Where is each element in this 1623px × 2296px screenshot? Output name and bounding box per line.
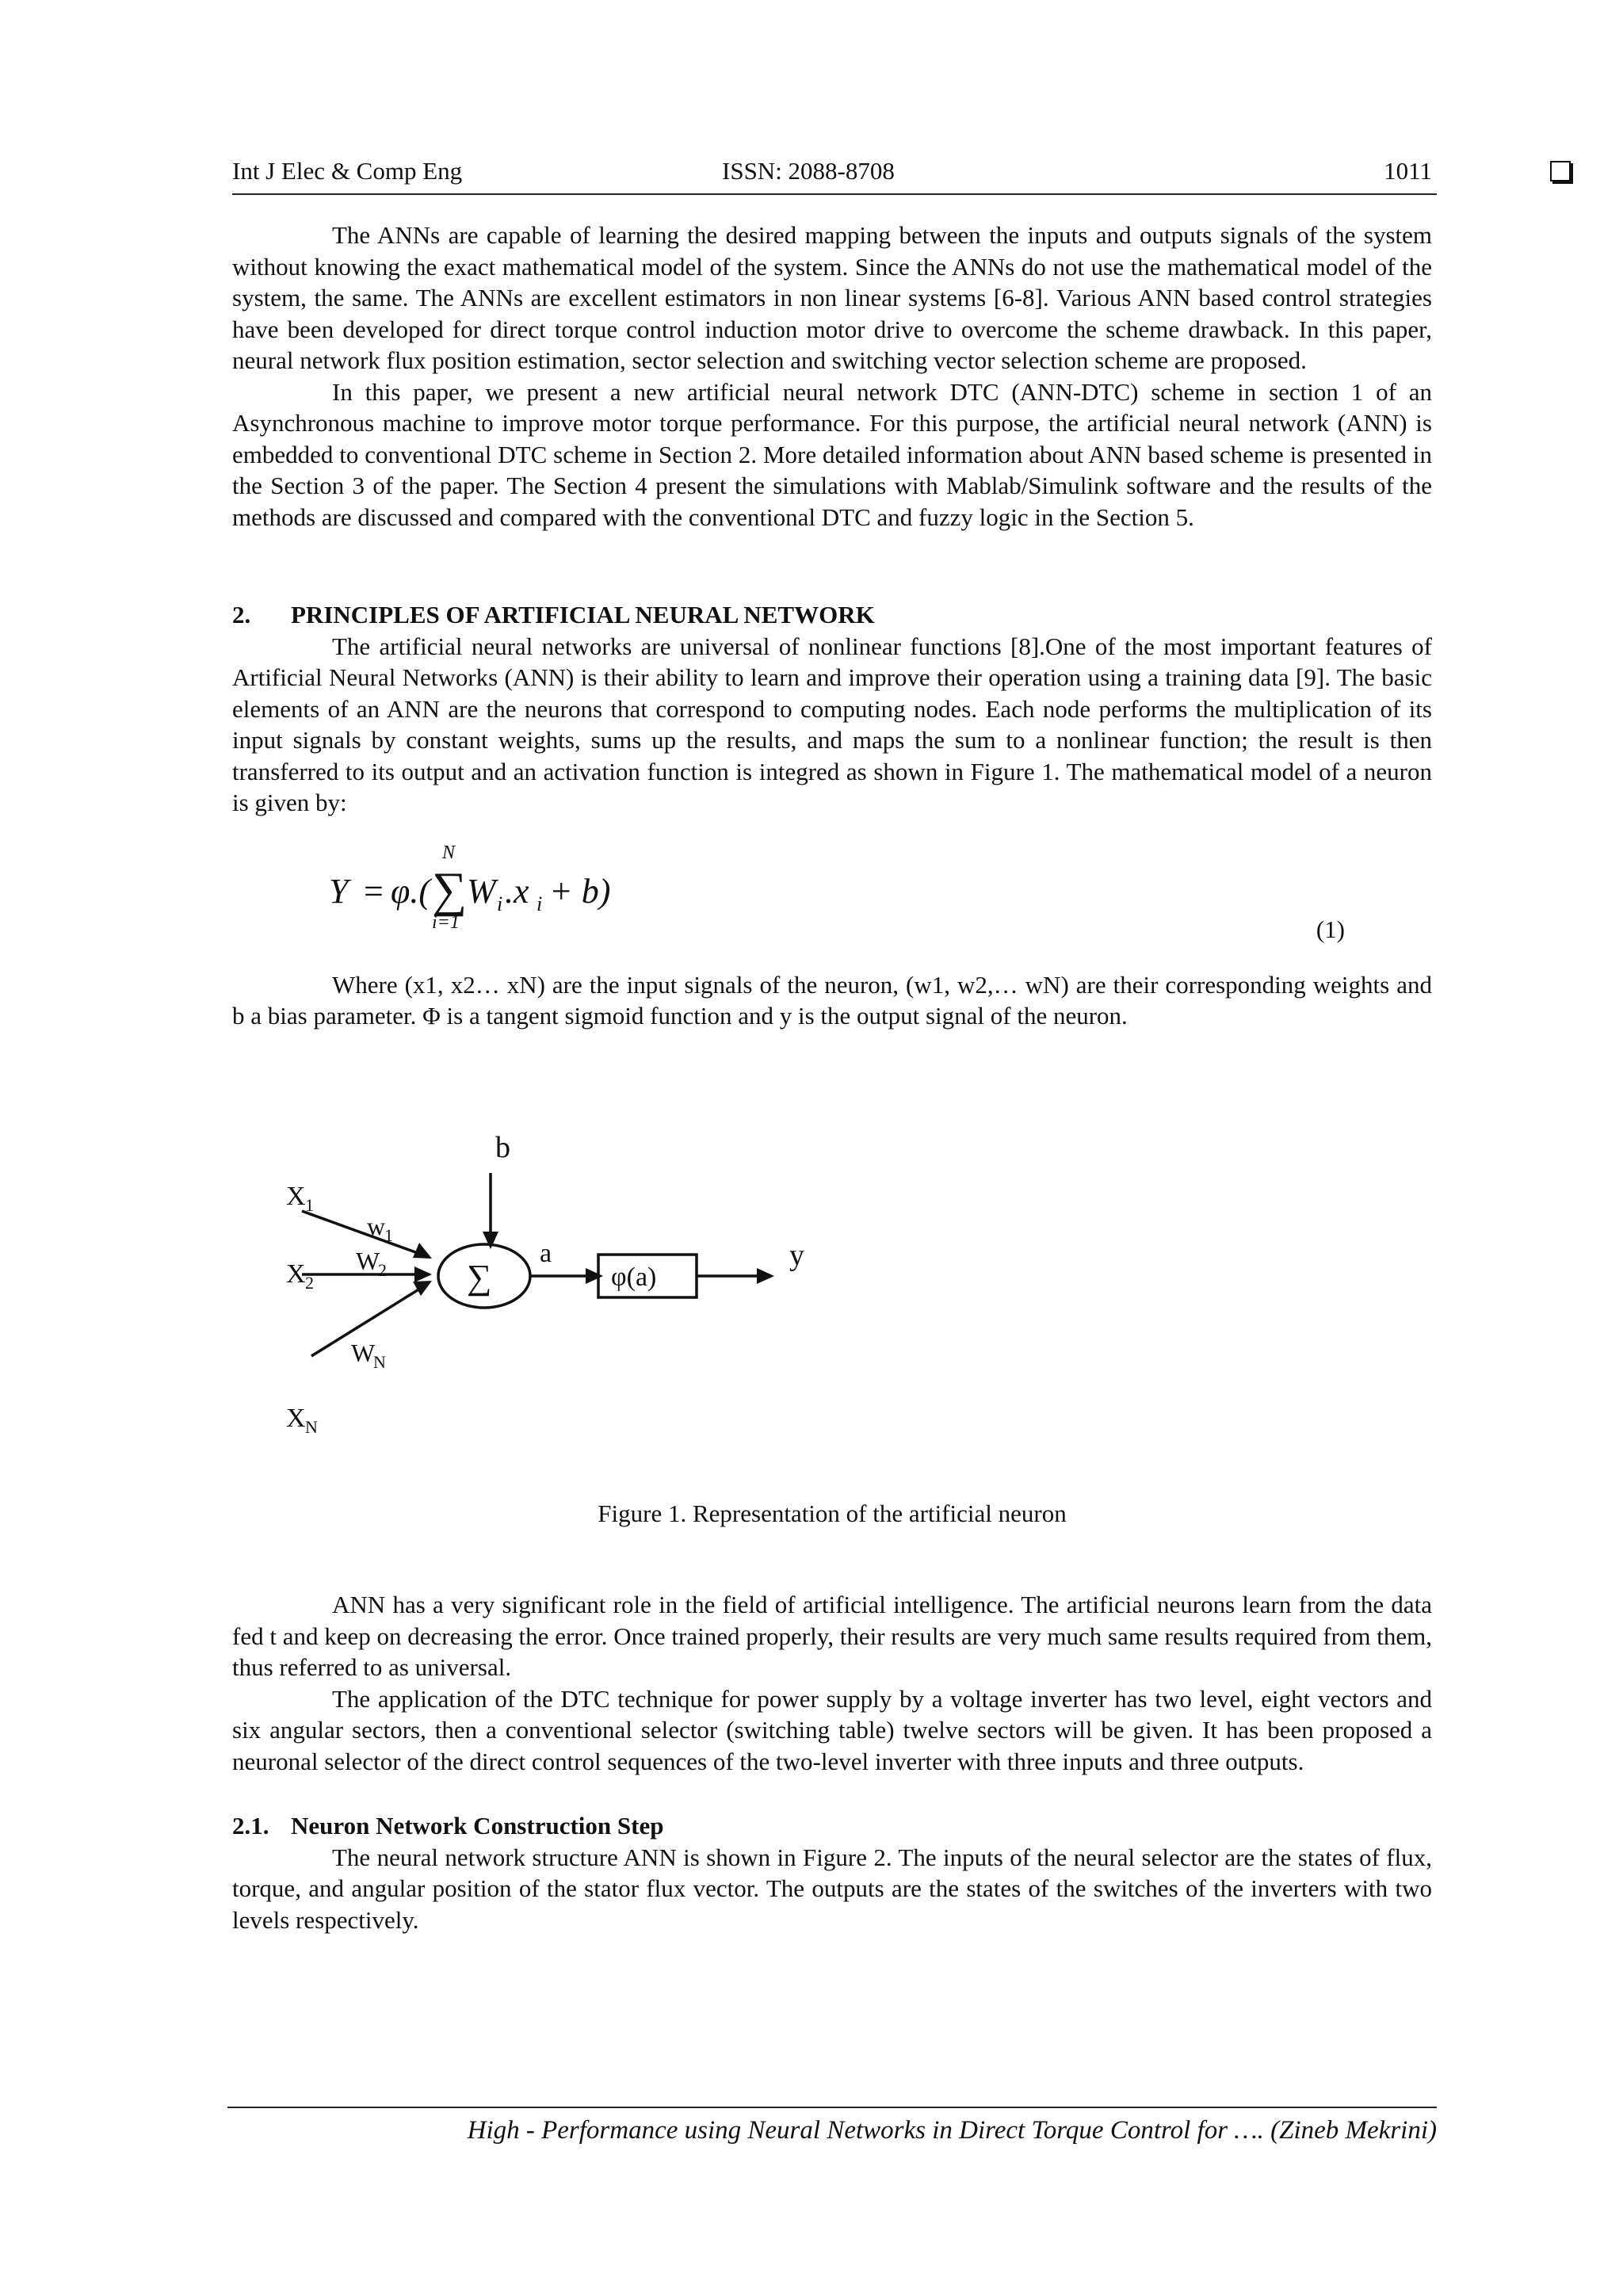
equation-number: (1) (1316, 915, 1345, 943)
label-w1: w (367, 1211, 386, 1240)
page-number: 1011 (1384, 157, 1432, 185)
square-bullet-icon (1550, 161, 1571, 181)
eq-equals: = (364, 871, 384, 911)
label-x2: X (286, 1259, 306, 1289)
label-w2: W (356, 1246, 380, 1275)
label-w1-sub: 1 (384, 1224, 393, 1245)
label-x1-sub: 1 (305, 1194, 314, 1215)
neuron-diagram (232, 1054, 1432, 1498)
eq-weight: W (467, 871, 496, 911)
eq-lhs: Y (329, 871, 349, 911)
paragraph-principles: The artificial neural networks are universal of nonlinear functions [8].One of the most important features of Artificial Neural Networks (ANN) is their ability to learn and improve their operation using a training data [9]. The basic elements of an ANN are the neurons that correspond to computing nodes. Each node performs the multiplication of its input signals by constant weights, sums up the results, and maps the sum to a nonlinear function; the result is then transferred to its output and an activation function is integred as shown in Figure 1. The mathematical model of a neuron is given by: (232, 632, 1432, 816)
paragraph-intro-2: In this paper, we present a new artificial neural network DTC (ANN-DTC) scheme in section 1 of an Asynchronous machine to improve motor torque performance. For this purpose, the artificial neural network (ANN) is embedded to conventional DTC scheme in Section 2. More detailed information about ANN based scheme is presented in the Section 3 of the paper. The Section 4 present the simulations with Mablab/Simulink software and the results of the methods are discussed and compared with the conventional DTC and fuzzy logic in the Section 5. (232, 377, 1432, 531)
eq-lower-limit: i=1 (432, 911, 460, 933)
label-wn: W (351, 1338, 376, 1367)
eq-upper-limit: N (442, 842, 456, 863)
eq-plus-b: + b) (549, 871, 611, 911)
subsection-number: 2.1. (232, 1812, 269, 1839)
label-xn: X (286, 1403, 306, 1433)
label-w2-sub: 2 (378, 1259, 387, 1280)
label-wn-sub: N (373, 1351, 386, 1372)
label-sum: ∑ (467, 1257, 492, 1297)
eq-dot-x: .x (505, 871, 529, 911)
section-heading-2 (232, 599, 1432, 631)
eq-sigma: ∑ (432, 862, 468, 917)
section-number: 2. (232, 601, 251, 628)
label-phi: φ(a) (611, 1262, 657, 1292)
page-header (232, 152, 1437, 195)
label-x2-sub: 2 (305, 1272, 314, 1293)
eq-sub-i-1: i (497, 892, 503, 915)
paragraph-construction: The neural network structure ANN is shown in Figure 2. The inputs of the neural selector are the states of flux, torque, and angular position of the stator flux vector. The outputs are the states of the switches of the inverters with two levels respectively. (232, 1843, 1432, 1934)
issn: ISSN: 2088-8708 (722, 157, 895, 185)
paragraph-ann-role: ANN has a very significant role in the field of artificial intelligence. The artificial neurons learn from the data fed t and keep on decreasing the error. Once trained properly, their results are very much same results required from them, thus referred to as universal. (232, 1591, 1432, 1681)
page-footer: High - Performance using Neural Networks in Direct Torque Control for …. (Zineb Mekrini) (227, 2107, 1437, 2145)
figure-caption: Figure 1. Representation of the artificial neuron (598, 1499, 1067, 1527)
equation-graphic (232, 819, 1432, 969)
section-heading-2-1 (232, 1810, 1432, 1842)
label-xn-sub: N (305, 1416, 318, 1437)
eq-sub-i-2: i (537, 892, 543, 915)
label-y: y (789, 1238, 804, 1272)
paragraph-where: Where (x1, x2… xN) are the input signals of the neuron, (w1, w2,… wN) are their corresponding weights and b a bias parameter. Φ is a tangent sigmoid function and y is the output signal of the neuron. (232, 970, 1432, 1030)
label-bias: b (495, 1130, 510, 1164)
label-x1: X (286, 1181, 306, 1211)
section-title: PRINCIPLES OF ARTIFICIAL NEURAL NETWORK (291, 601, 875, 628)
label-a: a (540, 1238, 552, 1268)
journal-name: Int J Elec & Comp Eng (232, 157, 463, 185)
subsection-title: Neuron Network Construction Step (291, 1812, 664, 1839)
equation-1 (232, 819, 1432, 969)
paragraph-intro-1: The ANNs are capable of learning the desired mapping between the inputs and outputs signals of the system without knowing the exact mathematical model of the system. Since the ANNs do not use the mathematical model of the system, the same. The ANNs are excellent estimators in non linear systems [6-8]. Various ANN based control strategies have been developed for direct torque control induction motor drive to overcome the scheme drawback. In this paper, neural network flux position estimation, sector selection and switching vector selection scheme are proposed. (232, 221, 1432, 374)
figure-1 (232, 1054, 1432, 1498)
eq-phi: φ.( (391, 871, 430, 911)
page-body (232, 220, 1432, 1935)
paragraph-dtc-application: The application of the DTC technique for power supply by a voltage inverter has two level, eight vectors and six angular sectors, then a conventional selector (switching table) twelve sectors will be given. It has been proposed a neuronal selector of the direct control sequences of the two-level inverter with three inputs and three outputs. (232, 1684, 1432, 1775)
